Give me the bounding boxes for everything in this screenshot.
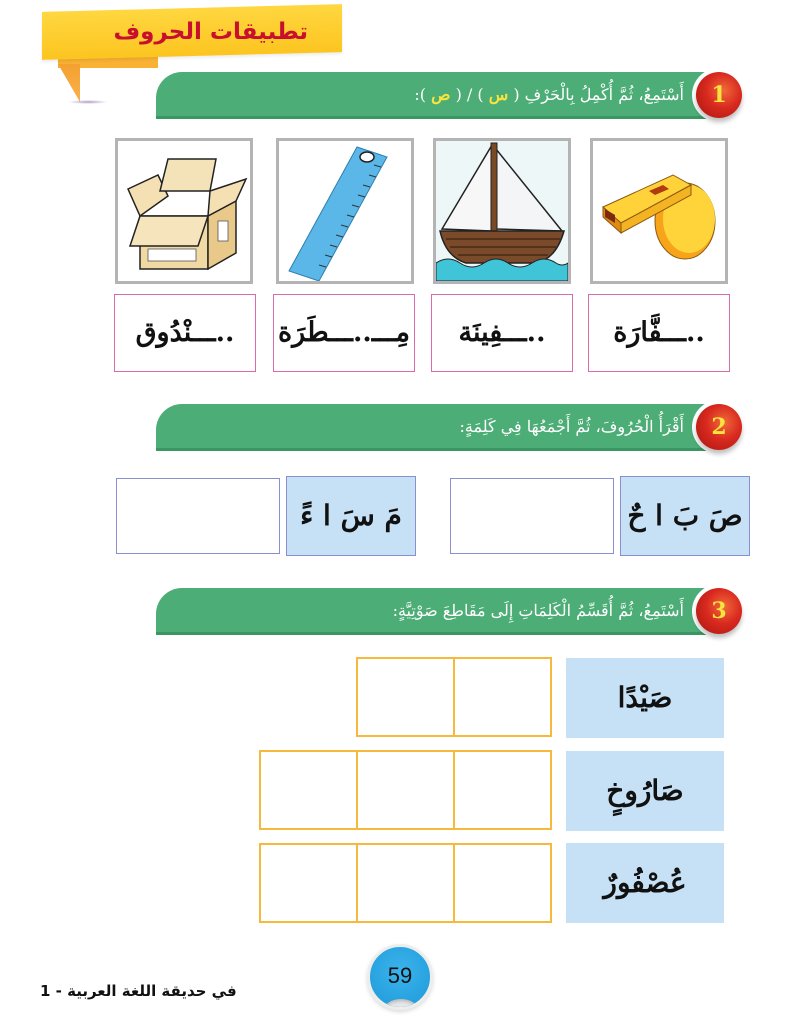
answer-box-masaa[interactable] <box>116 478 280 554</box>
section-1-header <box>156 72 754 118</box>
page-number: 59 <box>387 963 413 988</box>
instruction-text: أَسْتَمِعُ، ثُمَّ أُكْمِلُ بِالْحَرْفِ ( <box>513 85 684 104</box>
word-box-sayda: صَيْدًا <box>566 658 724 738</box>
word-card-boat: ..ـــفِينَة <box>431 294 573 372</box>
letters-card-masaa: مَ سَ ا ءً <box>286 476 416 556</box>
answer-box-sabah[interactable] <box>450 478 614 554</box>
section-1-instruction <box>164 72 684 118</box>
box-image <box>115 138 253 284</box>
section-number-badge: 3 <box>696 588 742 634</box>
word-box-usfur: عُصْفُورٌ <box>566 843 724 923</box>
highlight-letter-seen: س <box>488 85 509 104</box>
syllable-box[interactable] <box>356 750 455 830</box>
ribbon-tail <box>58 64 80 102</box>
word-card-whistle: ..ـــفَّارَة <box>588 294 730 372</box>
chapter-title: تطبيقات الحروف <box>113 19 308 45</box>
ruler-image <box>276 138 414 284</box>
word-card-box: ..ـــنْدُوق <box>114 294 256 372</box>
ribbon-shadow <box>68 100 108 104</box>
section-3-header <box>156 588 754 634</box>
syllable-box[interactable] <box>356 657 455 737</box>
word-box-sarukh: صَارُوخٍ <box>566 751 724 831</box>
page-curl-decoration <box>384 999 418 1010</box>
book-title: في حديقة اللغة العربية - 1 <box>40 982 237 1000</box>
instruction-text: ): <box>414 85 427 104</box>
syllable-box[interactable] <box>453 843 552 923</box>
whistle-image <box>590 138 728 284</box>
syllable-box[interactable] <box>356 843 455 923</box>
syllable-box[interactable] <box>259 750 358 830</box>
page-number-badge <box>367 944 433 1010</box>
syllable-box[interactable] <box>453 750 552 830</box>
section-number-badge: 2 <box>696 404 742 450</box>
word-card-ruler: مِـــ..ـــطَرَة <box>273 294 415 372</box>
instruction-text: ) / ( <box>455 85 484 104</box>
sailboat-image <box>433 138 571 284</box>
section-number-badge: 1 <box>696 72 742 118</box>
section-3-instruction: أَسْتَمِعُ، ثُمَّ أُقَسِّمُ الْكَلِمَاتِ إِلَى مَقَاطِعَ صَوْتِيَّةٍ: <box>392 601 684 620</box>
letters-card-sabah: صَ بَ ا حٌ <box>620 476 750 556</box>
syllable-box[interactable] <box>453 657 552 737</box>
section-2-header <box>156 404 754 450</box>
section-2-instruction: أَقْرَأُ الْحُرُوفَ، ثُمَّ أَجْمَعُهَا فِي كَلِمَةٍ: <box>459 417 684 436</box>
highlight-letter-sad: ص <box>431 85 451 104</box>
syllable-box[interactable] <box>259 843 358 923</box>
